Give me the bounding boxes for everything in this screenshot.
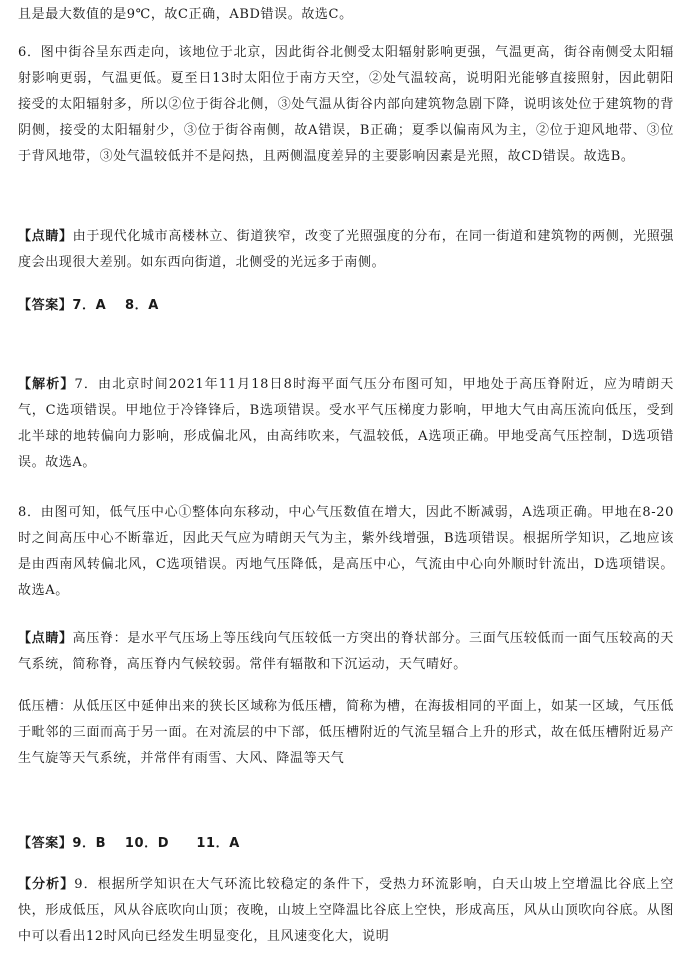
key-point-tag: 【点睛】 bbox=[18, 229, 73, 244]
paragraph-text: 9．根据所学知识在大气环流比较稳定的条件下，受热力环流影响，白天山坡上空增温比谷底上空快，形成低压，风从谷底吹向山顶；夜晚，山坡上空降温比谷底上空快，形成高压，风从山顶吹向谷底。从图中可以看出12时风向已经发生明显变化，且风速变化大，说明 bbox=[18, 877, 674, 944]
paragraph-text: 低压槽：从低压区中延伸出来的狭长区域称为低压槽，简称为槽，在海拔相同的平面上，如某一区域，气压低于毗邻的三面而高于另一面。在对流层的中下部，低压槽附近的气流呈辐合上升的形式，故在低压槽附近易产生气旋等天气系统，并常伴有雨雪、大风、降温等天气 bbox=[18, 699, 674, 766]
answer-text: 7．A 8．A bbox=[72, 298, 159, 313]
paragraph-text: 8．由图可知，低气压中心①整体向东移动，中心气压数值在增大，因此不断减弱，A选项正确。甲地在8-20时之间高压中心不断靠近，因此天气应为晴朗天气为主，紫外线增强，B选项错误。根据所学知识，乙地应该是由西南风转偏北风，C选项错误。丙地气压降低，是高压中心，气流由中心向外顺时针流出，D选项错误。故选A。 bbox=[18, 505, 674, 598]
paragraph-key-point-1 bbox=[18, 224, 674, 276]
analysis-tag: 【分析】 bbox=[18, 877, 75, 892]
paragraph-text: 且是最大数值的是9℃，故C正确，ABD错误。故选C。 bbox=[18, 7, 353, 22]
paragraph-text: 7．由北京时间2021年11月18日8时海平面气压分布图可知，甲地处于高压脊附近，应为晴朗天气，C选项错误。甲地位于冷锋锋后，B选项错误。受水平气压梯度力影响，甲地大气由高压流向低压，受到北半球的地转偏向力影响，形成偏北风，由高纬吹来，气温较低，A选项正确。甲地受高气压控制，D选项错误。故选A。 bbox=[18, 377, 675, 470]
answer-line-9-11 bbox=[18, 831, 674, 857]
paragraph-q8-explanation bbox=[18, 500, 674, 604]
paragraph-analysis-q7 bbox=[18, 372, 674, 476]
paragraph-5-tail bbox=[18, 2, 674, 28]
paragraph-text: 6．图中街谷呈东西走向，该地位于北京，因此街谷北侧受太阳辐射影响更强，气温更高，街谷南侧受太阳辐射影响更弱，气温更低。夏至日13时太阳位于南方天空，②处气温较高，说明阳光能够直接照射，因此朝阳接受的太阳辐射多，所以②位于街谷北侧，③处气温从街谷内部向建筑物急剧下降，说明该处位于建筑物的背阴侧，接受的太阳辐射少，③位于街谷南侧，故A错误，B正确；夏季以偏南风为主，②位于迎风地带、③位于背风地带，③处气温较低并不是闷热，且两侧温度差异的主要影响因素是光照，故CD错误。故选B。 bbox=[18, 45, 674, 164]
paragraph-text: 由于现代化城市高楼林立、街道狭窄，改变了光照强度的分布，在同一街道和建筑物的两侧，光照强度会出现很大差别。如东西向街道，北侧受的光远多于南侧。 bbox=[18, 229, 674, 270]
paragraph-trough-definition bbox=[18, 694, 674, 772]
paragraph-q6-explanation bbox=[18, 40, 674, 170]
answer-tag: 【答案】 bbox=[18, 836, 73, 851]
analysis-tag: 【解析】 bbox=[18, 377, 75, 392]
paragraph-text: 高压脊：是水平气压场上等压线向气压较低一方突出的脊状部分。三面气压较低而一面气压较高的天气系统，简称脊，高压脊内气候较弱。常伴有辐散和下沉运动，天气晴好。 bbox=[18, 631, 674, 672]
answer-line-7-8 bbox=[18, 293, 674, 319]
answer-tag: 【答案】 bbox=[18, 298, 73, 313]
key-point-tag: 【点睛】 bbox=[18, 631, 73, 646]
paragraph-key-point-2 bbox=[18, 626, 674, 678]
answer-text: 9．B 10．D 11．A bbox=[72, 836, 240, 851]
paragraph-analysis-q9 bbox=[18, 872, 674, 950]
